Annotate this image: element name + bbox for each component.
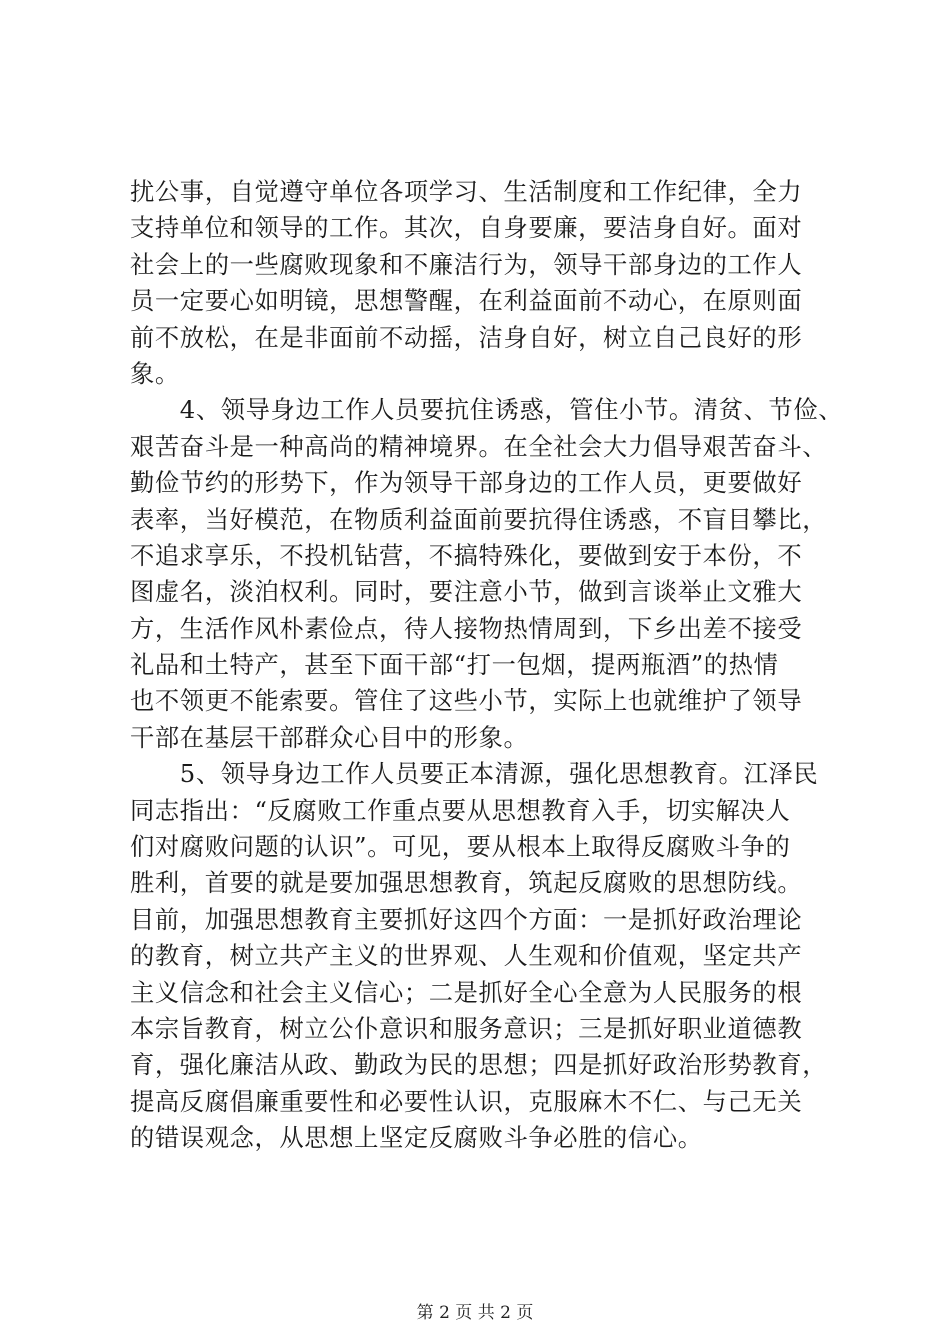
page-number-label: 第 2 页 共 2 页 — [416, 1303, 534, 1323]
text-line: 的教育，树立共产主义的世界观、人生观和价值观，坚定共产 — [130, 941, 803, 971]
text-line: 象。 — [130, 358, 180, 388]
text-line: 干部在基层干部群众心目中的形象。 — [130, 722, 529, 752]
text-line: 目前，加强思想教育主要抓好这四个方面：一是抓好政治理论 — [130, 904, 803, 934]
text-line: 图虚名，淡泊权利。同时，要注意小节，做到言谈举止文雅大 — [130, 577, 803, 607]
text-line: 胜利，首要的就是要加强思想教育，筑起反腐败的思想防线。 — [130, 868, 803, 898]
text-line: 前不放松，在是非面前不动摇，洁身自好，树立自己良好的形 — [130, 322, 803, 352]
text-line: 方，生活作风朴素俭点，待人接物热情周到，下乡出差不接受 — [130, 613, 803, 643]
text-line: 礼品和土特产，甚至下面干部“打一包烟，提两瓶酒”的热情 — [130, 650, 779, 680]
body-text — [130, 174, 844, 1157]
text-line: 育，强化廉洁从政、勤政为民的思想；四是抓好政治形势教育， — [130, 1050, 828, 1080]
text-line: 扰公事，自觉遵守单位各项学习、生活制度和工作纪律，全力 — [130, 177, 803, 206]
text-line: 们对腐败问题的认识”。可见，要从根本上取得反腐败斗争的 — [130, 832, 791, 862]
text-line: 5、领导身边工作人员要正本清源，强化思想教育。江泽民 — [130, 759, 819, 789]
page-footer — [0, 1298, 950, 1323]
text-line: 本宗旨教育，树立公仆意识和服务意识；三是抓好职业道德教 — [130, 1013, 803, 1043]
text-line: 的错误观念，从思想上坚定反腐败斗争必胜的信心。 — [130, 1123, 703, 1153]
text-line: 不追求享乐，不投机钻营，不搞特殊化，要做到安于本份，不 — [130, 540, 803, 570]
text-line: 支持单位和领导的工作。其次，自身要廉，要洁身自好。面对 — [130, 213, 803, 243]
text-line: 4、领导身边工作人员要抗住诱惑，管住小节。清贫、节俭、 — [130, 395, 844, 425]
text-line: 勤俭节约的形势下，作为领导干部身边的工作人员，更要做好 — [130, 468, 803, 498]
text-line: 表率，当好模范，在物质利益面前要抗得住诱惑，不盲目攀比， — [130, 504, 828, 534]
text-line: 员一定要心如明镜，思想警醒，在利益面前不动心，在原则面 — [130, 286, 803, 316]
text-line: 艰苦奋斗是一种高尚的精神境界。在全社会大力倡导艰苦奋斗、 — [130, 431, 828, 461]
text-line: 同志指出：“反腐败工作重点要从思想教育入手，切实解决人 — [130, 795, 791, 825]
text-line: 社会上的一些腐败现象和不廉洁行为，领导干部身边的工作人 — [130, 249, 803, 279]
text-line: 也不领更不能索要。管住了这些小节，实际上也就维护了领导 — [130, 686, 803, 716]
text-line: 提高反腐倡廉重要性和必要性认识，克服麻木不仁、与己无关 — [130, 1086, 803, 1116]
text-line: 主义信念和社会主义信心；二是抓好全心全意为人民服务的根 — [130, 977, 803, 1007]
